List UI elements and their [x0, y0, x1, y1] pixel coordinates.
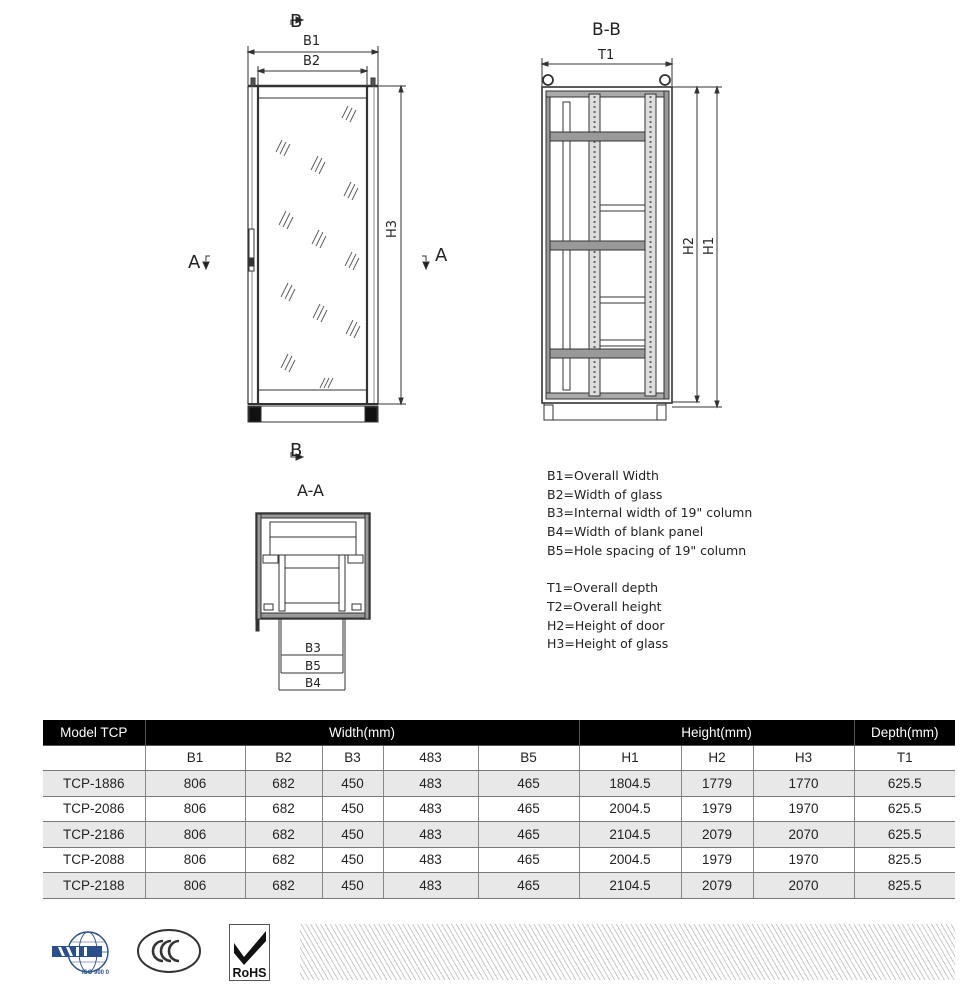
value-cell: 2079: [681, 873, 753, 899]
value-cell: 483: [383, 822, 478, 848]
value-cell: 1979: [681, 847, 753, 873]
value-cell: 806: [145, 873, 245, 899]
legend-item: B4=Width of blank panel: [547, 524, 704, 540]
value-cell: 1979: [681, 796, 753, 822]
value-cell: 2070: [753, 822, 854, 848]
value-cell: 825.5: [854, 847, 955, 873]
value-cell: 2104.5: [579, 822, 681, 848]
dim-label-b3: B3: [305, 641, 321, 655]
ccc-mark-icon: [136, 928, 202, 974]
model-cell: TCP-2188: [43, 873, 145, 899]
value-cell: 450: [322, 847, 383, 873]
sub-header-cell: B2: [245, 745, 322, 771]
sub-header-cell: 483: [383, 745, 478, 771]
value-cell: 450: [322, 873, 383, 899]
group-header-row: [43, 720, 955, 745]
section-b-bottom-label: B: [290, 440, 303, 461]
legend-item: B1=Overall Width: [547, 468, 659, 483]
value-cell: 625.5: [854, 822, 955, 848]
value-cell: 465: [478, 771, 579, 797]
value-cell: 483: [383, 796, 478, 822]
legend-item: H2=Height of door: [547, 617, 665, 633]
value-cell: 1770: [753, 771, 854, 797]
value-cell: 625.5: [854, 796, 955, 822]
value-cell: 483: [383, 847, 478, 873]
value-cell: 1804.5: [579, 771, 681, 797]
legend-item: T2=Overall height: [547, 598, 662, 614]
model-cell: TCP-2186: [43, 822, 145, 848]
legend-item: B2=Width of glass: [547, 486, 663, 502]
model-cell: TCP-2088: [43, 847, 145, 873]
value-cell: 465: [478, 796, 579, 822]
model-cell: TCP-2086: [43, 796, 145, 822]
value-cell: 2004.5: [579, 796, 681, 822]
dimension-legend: [547, 467, 752, 654]
rohs-check-icon: [229, 924, 270, 981]
sub-header-cell: B3: [322, 745, 383, 771]
table-row: [43, 771, 955, 797]
header-height: Height(mm): [579, 720, 854, 745]
value-cell: 2004.5: [579, 847, 681, 873]
value-cell: 682: [245, 873, 322, 899]
value-cell: 806: [145, 822, 245, 848]
value-cell: 450: [322, 822, 383, 848]
legend-spacer: [547, 561, 752, 580]
value-cell: 1970: [753, 796, 854, 822]
legend-item: B5=Hole spacing of 19" column: [547, 542, 747, 558]
dim-label-b2: B2: [303, 54, 321, 69]
legend-item: T1=Overall depth: [547, 580, 659, 596]
value-cell: 2070: [753, 873, 854, 899]
value-cell: 682: [245, 771, 322, 797]
sub-header-row: [43, 745, 955, 771]
value-cell: 465: [478, 822, 579, 848]
dim-label-h1: H1: [702, 236, 717, 255]
header-depth: Depth(mm): [854, 720, 955, 745]
sub-header-cell: H2: [681, 745, 753, 771]
section-a-left-label: A: [188, 252, 201, 273]
value-cell: 625.5: [854, 771, 955, 797]
value-cell: 1970: [753, 847, 854, 873]
sub-header-cell: B1: [145, 745, 245, 771]
decorative-hatch-band: [300, 924, 955, 980]
dim-label-h3: H3: [385, 219, 400, 238]
dim-label-b1: B1: [303, 34, 321, 49]
value-cell: 2079: [681, 822, 753, 848]
value-cell: 483: [383, 771, 478, 797]
dim-label-t1: T1: [598, 48, 615, 63]
table-row: [43, 847, 955, 873]
value-cell: 682: [245, 847, 322, 873]
iso-label: ISO 900 0: [82, 970, 110, 976]
model-cell: TCP-1886: [43, 771, 145, 797]
value-cell: 806: [145, 771, 245, 797]
header-width: Width(mm): [145, 720, 579, 745]
spec-table: [43, 720, 955, 899]
legend-item: B3=Internal width of 19" column: [547, 505, 753, 521]
value-cell: 465: [478, 873, 579, 899]
section-b-top-label: B: [290, 11, 303, 32]
value-cell: 1779: [681, 771, 753, 797]
sub-header-cell: H3: [753, 745, 854, 771]
dim-label-b4: B4: [305, 676, 321, 690]
table-row: [43, 796, 955, 822]
value-cell: 450: [322, 771, 383, 797]
value-cell: 806: [145, 847, 245, 873]
dim-label-h2: H2: [682, 236, 697, 255]
value-cell: 825.5: [854, 873, 955, 899]
header-model: Model TCP: [43, 720, 145, 745]
value-cell: 682: [245, 796, 322, 822]
value-cell: 465: [478, 847, 579, 873]
sub-header-cell: H1: [579, 745, 681, 771]
dim-label-b5: B5: [305, 659, 321, 673]
table-row: [43, 873, 955, 899]
value-cell: 483: [383, 873, 478, 899]
top-view-title: A-A: [297, 481, 324, 500]
sub-header-cell: B5: [478, 745, 579, 771]
sub-header-cell: [43, 745, 145, 771]
table-row: [43, 822, 955, 848]
value-cell: 450: [322, 796, 383, 822]
value-cell: 2104.5: [579, 873, 681, 899]
sub-header-cell: T1: [854, 745, 955, 771]
rohs-label: RoHS: [232, 966, 267, 980]
legend-item: H3=Height of glass: [547, 636, 669, 652]
value-cell: 682: [245, 822, 322, 848]
front-view-svg: [0, 0, 975, 470]
section-a-right-label: A: [435, 245, 448, 266]
side-view-title: B-B: [592, 20, 621, 40]
value-cell: 806: [145, 796, 245, 822]
